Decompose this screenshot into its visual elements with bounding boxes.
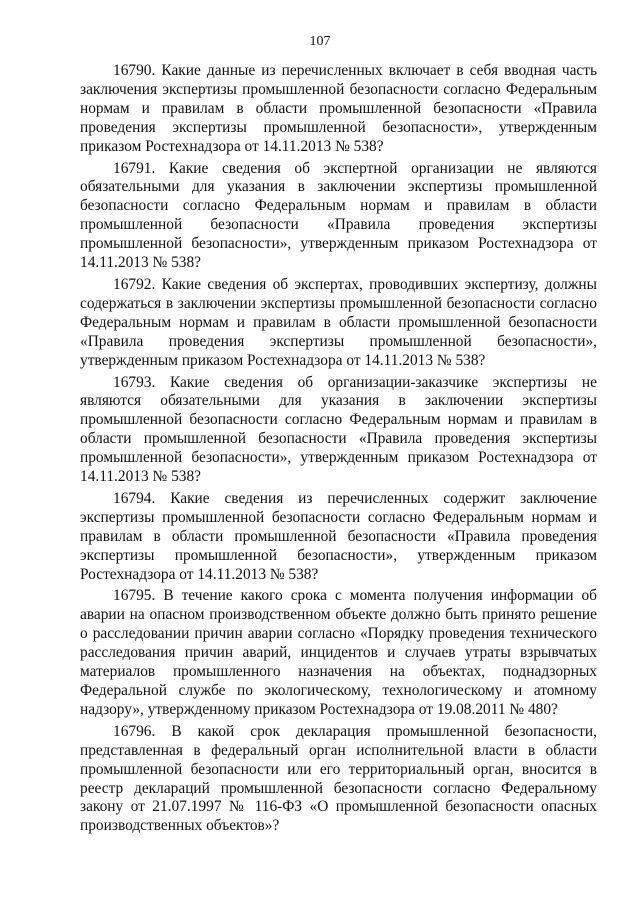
question-number: 16791. — [113, 159, 156, 177]
question-number: 16795. — [113, 587, 156, 605]
question-text: Какие сведения об организации-заказчике экспертизы не являются обязательными для указания в заключении экспертизы промышленной безопасности согласно Федеральным нормам и правилам в области промышленной безопасности «Правила проведения экспертизы промышленной безопасности», утвержденным приказом Ростехнадзора от 14.11.2013 № 538? — [80, 373, 597, 486]
question-16795 — [80, 587, 597, 719]
question-16794 — [80, 490, 597, 585]
question-number: 16792. — [113, 275, 156, 293]
question-16793 — [80, 374, 597, 487]
question-16790 — [80, 62, 597, 157]
question-text: Какие сведения об экспертах, проводивших экспертизу, должны содержаться в заключении экспертизы промышленной безопасности согласно Федеральным нормам и правилам в области промышленной безопасности «Правила проведения экспертизы промышленной безопасности», утвержденным приказом Ростехнадзора от 14.11.2013 № 538? — [80, 275, 597, 369]
page-number: 107 — [309, 34, 331, 49]
question-number: 16796. — [113, 722, 156, 740]
question-16792 — [80, 276, 597, 371]
question-16796 — [80, 723, 597, 836]
question-16791 — [80, 160, 597, 273]
question-number: 16790. — [113, 62, 156, 79]
question-number: 16793. — [113, 373, 156, 391]
question-text: Какие сведения из перечисленных содержит заключение экспертизы промышленной безопасности согласно Федеральным нормам и правилам в области промышленной безопасности «Правила проведения экспертизы промышленной безопасности», утвержденным приказом Ростехнадзора от 14.11.2013 № 538? — [80, 489, 597, 583]
question-text: Какие данные из перечисленных включает в себя вводная часть заключения экспертизы промышленной безопасности согласно Федеральным нормам и правилам в области промышленной безопасности «Правила проведения экспертизы промышленной безопасности», утвержденным приказом Ростехнадзора от 14.11.2013 № 538? — [80, 62, 597, 155]
question-text: Какие сведения об экспертной организации не являются обязательными для указания в заключении экспертизы промышленной безопасности согласно Федеральным нормам и правилам в области промышленной безопасности «Правила проведения экспертизы промышленной безопасности», утвержденным приказом Ростехнадзора от 14.11.2013 № 538? — [80, 159, 597, 272]
question-number: 16794. — [113, 489, 156, 507]
question-list — [80, 62, 597, 839]
question-text: В какой срок декларация промышленной безопасности, представленная в федеральный орган исполнительной власти в области промышленной безопасности или его территориальный орган, вносится в реестр деклараций промышленной безопасности согласно Федеральному закону от 21.07.1997 № 116-ФЗ «О промышленной безопасности опасных производственных объектов»? — [80, 722, 597, 835]
question-text: В течение какого срока с момента получения информации об аварии на опасном производственном объекте должно быть принято решение о расследовании причин аварии согласно «Порядку проведения технического расследования причин аварий, инцидентов и случаев утраты взрывчатых материалов промышленного назначения на объектах, поднадзорных Федеральной службе по экологическому, технологическому и атомному надзору», утвержденному приказом Ростехнадзора от 19.08.2011 № 480? — [80, 587, 597, 718]
